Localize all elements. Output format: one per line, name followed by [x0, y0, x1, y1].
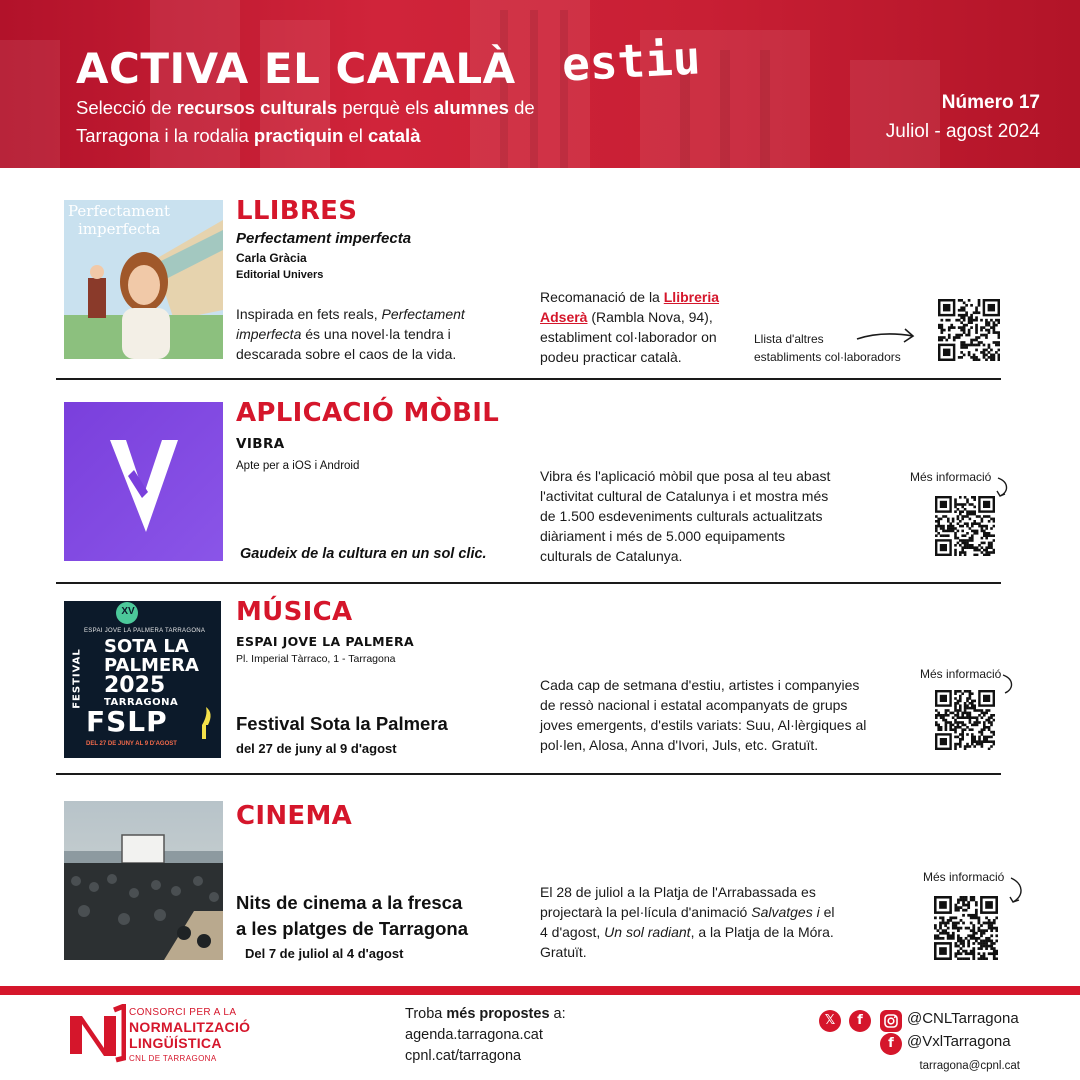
poster-year: 2025 — [104, 673, 166, 698]
cinema-event-dates: Del 7 de juliol al 4 d'agost — [245, 946, 404, 961]
subtitle-part: practiquin — [253, 125, 344, 146]
curved-arrow-icon — [995, 476, 1011, 500]
newsletter-title-accent: estiu — [560, 30, 702, 92]
contact-email[interactable]: tarragona@cpnl.cat — [919, 1060, 1020, 1072]
cpnl-logo-text — [129, 1006, 250, 1065]
app-description: Vibra és l'aplicació mòbil que posa al teu abast l'activitat cultural de Catalunya i et mostra més de 1.500 esdeveniments culturals actualitzats diàriament i més de 5.000 equipaments culturals de Catalunya. — [540, 468, 831, 564]
cinema-event-title-line2: a les platges de Tarragona — [236, 918, 469, 939]
poster-badge: XV — [121, 606, 135, 617]
social-handle-cnl[interactable]: @CNLTarragona — [907, 1010, 1019, 1027]
qr-label-books-line2: establiments col·laboradors — [754, 350, 901, 364]
section-heading-books: LLIBRES — [236, 196, 358, 226]
app-tagline: Gaudeix de la cultura en un sol clic. — [240, 546, 487, 562]
music-address: Pl. Imperial Tàrraco, 1 - Tarragona — [236, 653, 396, 665]
book-publisher: Editorial Univers — [236, 269, 324, 281]
section-heading-music: MÚSICA — [236, 597, 353, 627]
logo-line3: LINGÜÍSTICA — [129, 1035, 222, 1051]
cpnl-link[interactable]: cpnl.cat/tarragona — [405, 1048, 522, 1064]
book-desc-part: Inspirada en fets reals, — [236, 306, 382, 322]
instagram-icon[interactable] — [880, 1010, 902, 1032]
poster-dates: DEL 27 DE JUNY AL 9 D'AGOST — [86, 741, 177, 747]
find-after: a: — [549, 1006, 566, 1022]
cinema-desc-part: Un sol radiant — [604, 924, 691, 940]
qr-label-app: Més informació — [910, 470, 992, 484]
section-divider — [56, 773, 1001, 775]
poster-city: TARRAGONA — [104, 697, 179, 708]
book-cover-text-2: imperfecta — [78, 220, 161, 238]
music-venue: ESPAI JOVE LA PALMERA — [236, 634, 415, 649]
newsletter-title: ACTIVA EL CATALÀ — [76, 44, 516, 93]
qr-code-app[interactable] — [935, 496, 995, 556]
curved-arrow-icon — [1000, 673, 1016, 697]
section-heading-app: APLICACIÓ MÒBIL — [236, 398, 500, 428]
qr-label-music: Més informació — [920, 667, 1002, 681]
issue-date: Juliol - agost 2024 — [885, 121, 1040, 142]
bookshop-recommendation — [540, 287, 740, 367]
beach-cinema-photo — [64, 801, 223, 960]
section-heading-cinema: CINEMA — [236, 801, 353, 831]
cinema-desc-part: El 28 de juliol a la Platja de l'Arrabassada es projectarà la pel·lícula d'animació — [540, 884, 816, 920]
subtitle-part: perquè els — [337, 97, 434, 118]
cinema-desc-part: Salvatges i — [751, 904, 820, 920]
cinema-description — [540, 882, 840, 962]
music-event-dates: del 27 de juny al 9 d'agost — [236, 741, 397, 756]
book-description — [236, 304, 496, 364]
cinema-desc-part: , a la Platja de la Móra. Gratuït. — [540, 924, 834, 960]
cinema-desc-part: el 4 d'agost, — [540, 904, 835, 940]
subtitle-part: Selecció de — [76, 97, 177, 118]
qr-code-books[interactable] — [938, 299, 1000, 361]
cinema-event-title-line1: Nits de cinema a la fresca — [236, 892, 463, 913]
subtitle-part: el — [343, 125, 369, 146]
cinema-event-title — [236, 890, 468, 942]
bookshop-link[interactable]: Llibreria Adserà — [540, 289, 719, 325]
book-desc-part: és una novel·la tendra i descarada sobre el caos de la vida. — [236, 326, 457, 362]
issue-number: Número 17 — [941, 92, 1040, 113]
qr-code-cinema[interactable] — [934, 896, 998, 960]
rec-text-before: Recomanació de la — [540, 289, 664, 305]
agenda-link[interactable]: agenda.tarragona.cat — [405, 1027, 543, 1043]
book-cover-text-1: Perfectament — [68, 202, 171, 220]
section-divider — [56, 582, 1001, 584]
section-divider — [56, 378, 1001, 380]
qr-code-music[interactable] — [935, 690, 995, 750]
poster-top: ESPAI JOVE LA PALMERA TARRAGONA — [84, 628, 206, 634]
header-banner — [0, 0, 1080, 168]
subtitle-part: català — [368, 125, 421, 146]
poster-line2: PALMERA — [104, 655, 199, 676]
qr-label-cinema: Més informació — [923, 870, 1005, 884]
x-icon[interactable]: 𝕏 — [819, 1010, 841, 1032]
poster-line1: SOTA LA — [104, 636, 189, 657]
subtitle-part: alumnes — [433, 97, 509, 118]
book-cover-image — [64, 200, 223, 359]
book-desc-part: Perfectament imperfecta — [236, 306, 465, 342]
logo-line4: CNL DE TARRAGONA — [129, 1054, 217, 1063]
book-title: Perfectament imperfecta — [236, 230, 412, 247]
poster-side: FESTIVAL — [71, 648, 83, 709]
newsletter-subtitle — [76, 94, 596, 150]
subtitle-part: de Tarragona i la rodalia — [76, 97, 535, 146]
rec-text-after: (Rambla Nova, 94), establiment col·laborador on podeu practicar català. — [540, 309, 717, 365]
find-before: Troba — [405, 1006, 447, 1022]
music-description: Cada cap de setmana d'estiu, artistes i companyies de ressò nacional i estatal acompanyats de grups joves emergents, d'estils variats: Suu, Al·lèrgiques al pol·len, Alosa, Anna d'Ivori, Juls, etc. Gratuït. — [540, 677, 867, 753]
logo-line1: CONSORCI PER A LA — [129, 1007, 237, 1018]
music-event-title: Festival Sota la Palmera — [236, 713, 448, 734]
find-bold: més propostes — [446, 1006, 550, 1022]
facebook-icon[interactable]: f — [849, 1010, 871, 1032]
facebook-icon[interactable]: f — [880, 1033, 902, 1055]
subtitle-part: recursos culturals — [176, 97, 338, 118]
footer-bar — [0, 986, 1080, 995]
app-platforms: Apte per a iOS i Android — [236, 460, 360, 472]
social-handle-vxl[interactable]: @VxlTarragona — [907, 1033, 1011, 1050]
qr-label-books-line1: Llista d'altres — [754, 332, 824, 346]
vibra-app-logo — [64, 402, 223, 561]
logo-line2: NORMALITZACIÓ — [129, 1019, 251, 1035]
poster-abbr: FSLP — [86, 705, 168, 738]
app-name: VIBRA — [236, 436, 285, 452]
book-author: Carla Gràcia — [236, 251, 307, 265]
curved-arrow-icon — [1008, 876, 1026, 906]
festival-poster-image — [64, 601, 221, 758]
footer-links — [405, 1004, 566, 1067]
cpnl-logo-icon — [66, 1004, 126, 1064]
arrow-right-icon — [855, 325, 917, 347]
